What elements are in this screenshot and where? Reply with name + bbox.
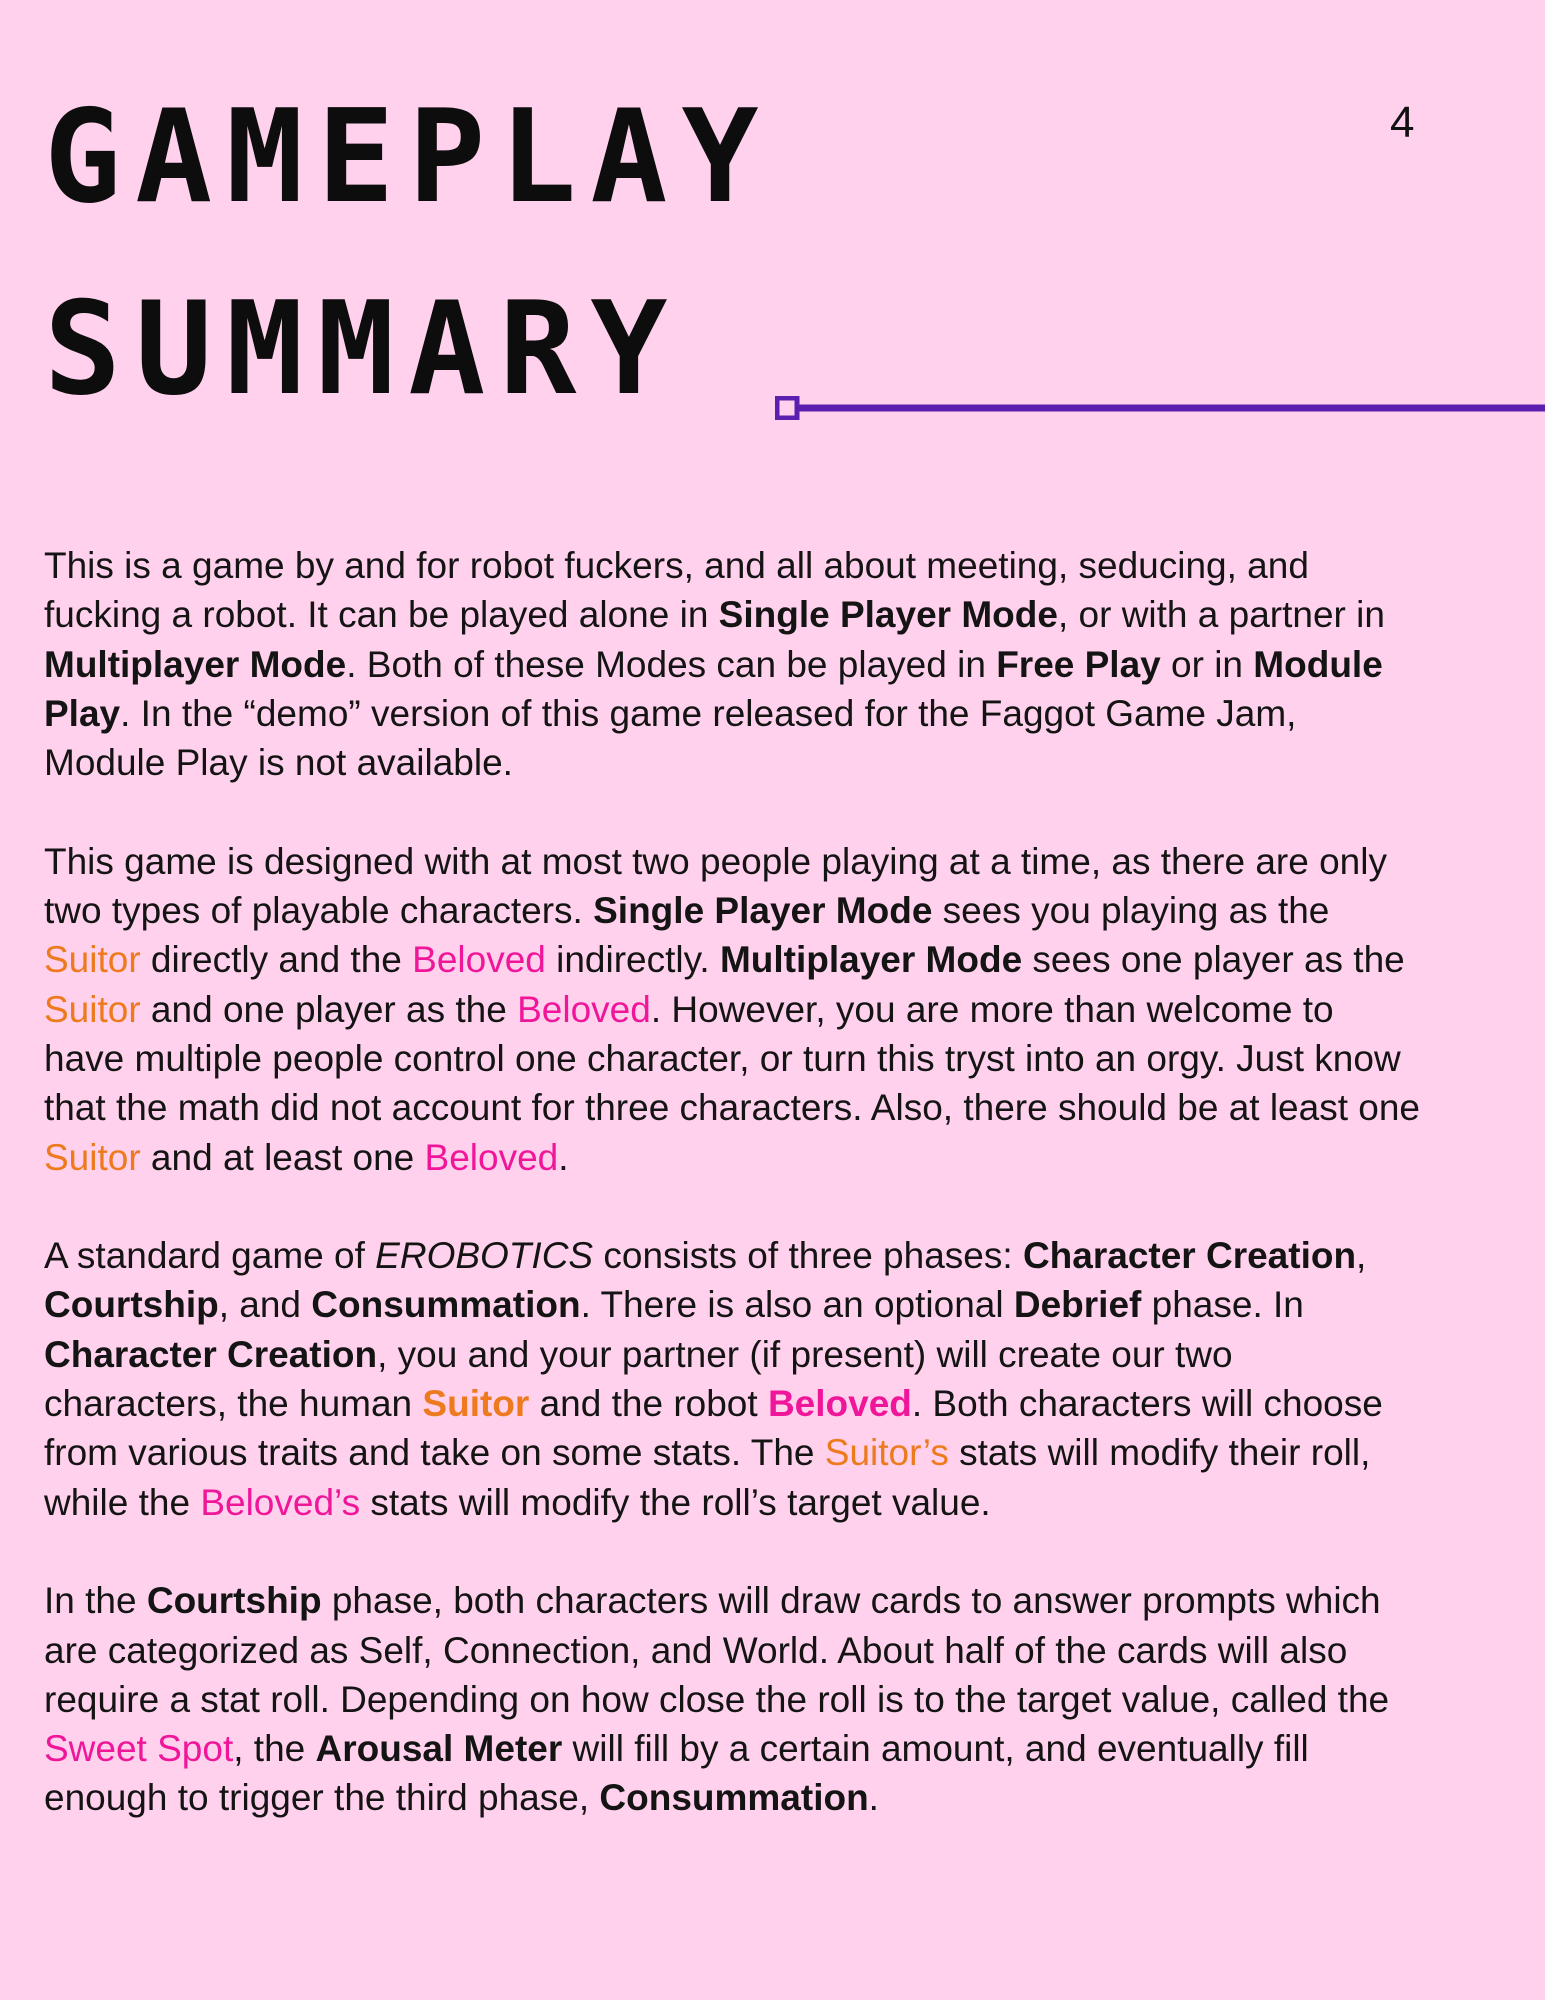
term-suitors: Suitor’s: [824, 1432, 949, 1474]
term-beloved: Beloved: [424, 1136, 559, 1178]
text-run: . In the “demo” version of this game released for the Faggot Game Jam, Module Play is not available.: [44, 692, 1297, 784]
text-run: stats will modify their roll, while the: [44, 1432, 1371, 1523]
page-title-line-1: GAMEPLAY: [44, 83, 773, 232]
text-run: directly and the: [140, 939, 413, 981]
text-run: or in: [1160, 643, 1254, 685]
term-single-player-mode: Single Player Mode: [718, 594, 1058, 636]
term-free-play: Free Play: [996, 643, 1161, 685]
term-suitor-bold: Suitor: [422, 1383, 530, 1425]
text-run: sees one player as the: [1022, 939, 1405, 981]
term-consummation: Consummation: [311, 1284, 581, 1326]
paragraph-phases: [44, 1231, 1424, 1527]
page-title: [44, 62, 864, 446]
term-single-player-mode: Single Player Mode: [593, 890, 933, 932]
term-multiplayer-mode: Multiplayer Mode: [44, 643, 347, 685]
text-run: , and: [218, 1284, 312, 1326]
text-run: sees you playing as the: [932, 890, 1330, 932]
page-title-line-2: SUMMARY: [44, 275, 682, 424]
term-courtship: Courtship: [146, 1580, 322, 1622]
paragraph-players: [44, 837, 1424, 1182]
text-run: , the: [233, 1728, 316, 1770]
text-run: indirectly.: [545, 939, 720, 981]
text-run: , you and your partner (if present) will create our two characters, the human: [44, 1333, 1233, 1425]
text-run: ,: [1356, 1235, 1367, 1277]
term-beloved: Beloved: [412, 939, 546, 981]
term-courtship: Courtship: [44, 1284, 219, 1326]
text-run: .: [558, 1136, 569, 1178]
term-module-play: Module Play: [44, 643, 1383, 734]
square-node-rule-graphic: [775, 396, 1545, 420]
text-run: , or with a partner in: [1057, 594, 1385, 636]
text-run: and one player as the: [140, 988, 518, 1030]
term-suitor: Suitor: [44, 988, 141, 1030]
rule-square-node: [777, 398, 797, 418]
text-run: will fill by a certain amount, and eventually fill enough to trigger the third phase,: [44, 1728, 1309, 1819]
text-run: . Both characters will choose from various traits and take on some stats. The: [44, 1383, 1383, 1474]
term-suitor: Suitor: [44, 1136, 141, 1178]
term-beloved-bold: Beloved: [767, 1383, 912, 1425]
text-run: This is a game by and for robot fuckers, and all about meeting, seducing, and fucking a robot. It can be played alone in: [44, 545, 1309, 636]
term-debrief: Debrief: [1013, 1284, 1142, 1326]
text-run: In the: [44, 1580, 147, 1622]
term-character-creation: Character Creation: [44, 1333, 378, 1375]
text-run: This game is designed with at most two people playing at a time, as there are only two types of playable characters.: [44, 840, 1387, 932]
term-beloveds: Beloved’s: [200, 1481, 361, 1523]
term-multiplayer-mode: Multiplayer Mode: [719, 939, 1023, 981]
term-arousal-meter: Arousal Meter: [315, 1728, 563, 1770]
game-title-erobotics: EROBOTICS: [375, 1235, 594, 1277]
term-suitor: Suitor: [44, 939, 141, 981]
text-run: consists of three phases:: [593, 1235, 1023, 1277]
text-run: . There is also an optional: [580, 1284, 1014, 1326]
title-underline-rule: [775, 396, 1545, 420]
text-run: . Both of these Modes can be played in: [346, 643, 997, 685]
text-run: phase, both characters will draw cards to answer prompts which are categorized as Self, Connection, and World. About half of the cards will also require a stat roll. Depending on how close the roll is to the target value, called the: [44, 1580, 1390, 1720]
text-run: A standard game of: [44, 1235, 376, 1277]
term-character-creation: Character Creation: [1022, 1235, 1357, 1277]
term-beloved: Beloved: [517, 988, 651, 1030]
text-run: and the robot: [529, 1383, 768, 1425]
text-run: phase. In: [1141, 1284, 1304, 1326]
page-number: 4: [1390, 98, 1415, 147]
paragraph-intro: [44, 541, 1424, 787]
text-run: . However, you are more than welcome to have multiple people control one character, or turn this tryst into an orgy. Just know that the math did not account for three characters. Also, there should be at least one: [44, 988, 1421, 1129]
text-run: and at least one: [140, 1136, 425, 1178]
body-text: [44, 541, 1424, 1872]
text-run: .: [868, 1777, 879, 1819]
paragraph-courtship: [44, 1576, 1424, 1822]
text-run: stats will modify the roll’s target value.: [360, 1481, 991, 1523]
term-consummation: Consummation: [599, 1777, 869, 1819]
term-sweet-spot: Sweet Spot: [44, 1728, 234, 1770]
